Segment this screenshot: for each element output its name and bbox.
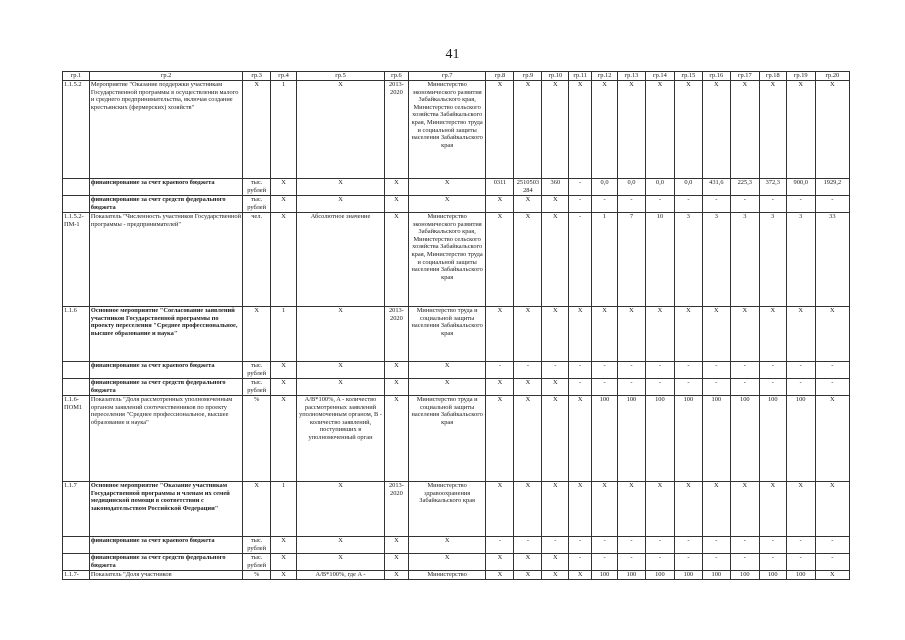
table-cell: 100: [759, 571, 786, 580]
table-cell: 1.1.6: [63, 307, 90, 362]
table-cell: X: [486, 571, 514, 580]
table-cell: финансирование за счет краевого бюджета: [89, 362, 242, 379]
table-cell: 1.1.6-ПОМ1: [63, 396, 90, 482]
table-cell: 3: [674, 213, 702, 307]
table-cell: -: [569, 196, 592, 213]
table-cell: X: [297, 379, 385, 396]
table-cell: 3: [786, 213, 815, 307]
table-cell: [63, 554, 90, 571]
table-row: [63, 482, 850, 537]
table-cell: 100: [702, 396, 730, 482]
table-cell: -: [569, 379, 592, 396]
table-cell: -: [815, 379, 849, 396]
table-cell: -: [569, 537, 592, 554]
table-cell: [63, 362, 90, 379]
table-cell: A/B*100%, где A -: [297, 571, 385, 580]
table-cell: Основное мероприятие "Оказание участникам Государственной программы и членам их семей медицинской помощи в соответствии с законодательством Российской Федерации": [89, 482, 242, 537]
table-cell: X: [514, 196, 542, 213]
table-cell: X: [385, 537, 409, 554]
table-cell: тыс. рублей: [243, 554, 271, 571]
table-cell: чел.: [243, 213, 271, 307]
table-cell: -: [617, 537, 645, 554]
table-cell: 1.1.7: [63, 482, 90, 537]
table-row: [63, 213, 850, 307]
column-header: гр.2: [89, 72, 242, 81]
table-cell: X: [486, 396, 514, 482]
table-cell: X: [385, 362, 409, 379]
table-cell: %: [243, 396, 271, 482]
table-cell: 1.1.5.2: [63, 81, 90, 179]
table-cell: -: [759, 554, 786, 571]
table-cell: -: [730, 554, 759, 571]
table-cell: X: [385, 396, 409, 482]
table-cell: -: [569, 213, 592, 307]
table-cell: Показатель "Доля участников: [89, 571, 242, 580]
table-cell: 0,0: [645, 179, 674, 196]
table-cell: X: [815, 307, 849, 362]
column-header: гр.4: [271, 72, 297, 81]
table-cell: X: [592, 307, 618, 362]
table-cell: 100: [645, 571, 674, 580]
table-cell: -: [786, 537, 815, 554]
table-cell: X: [486, 196, 514, 213]
table-cell: X: [486, 379, 514, 396]
table-header-row: [63, 72, 850, 81]
table-cell: 1: [271, 482, 297, 537]
table-row: [63, 81, 850, 179]
table-cell: X: [514, 396, 542, 482]
table-cell: -: [730, 362, 759, 379]
table-cell: 100: [786, 396, 815, 482]
table-cell: -: [592, 379, 618, 396]
table-cell: X: [271, 179, 297, 196]
table-cell: -: [592, 554, 618, 571]
table-cell: X: [542, 482, 569, 537]
table-row: [63, 307, 850, 362]
table-cell: -: [786, 196, 815, 213]
table-cell: X: [542, 379, 569, 396]
table-cell: X: [815, 571, 849, 580]
table-row: [63, 571, 850, 580]
table-cell: тыс. рублей: [243, 196, 271, 213]
column-header: гр.1: [63, 72, 90, 81]
table-cell: Министерство экономического развития Забайкальского края, Министерство сельского хозяйства Забайкальского края, Министерство труда и социальной защиты населения Забайкальского края: [408, 81, 486, 179]
table-cell: -: [569, 179, 592, 196]
table-cell: Министерство здравоохранения Забайкальского края: [408, 482, 486, 537]
table-cell: X: [408, 179, 486, 196]
table-cell: -: [759, 362, 786, 379]
table-cell: финансирование за счет средств федерального бюджета: [89, 554, 242, 571]
table-cell: X: [569, 396, 592, 482]
table-cell: X: [486, 81, 514, 179]
table-cell: X: [271, 396, 297, 482]
table-row: [63, 196, 850, 213]
table-cell: 10: [645, 213, 674, 307]
table-cell: 2510503 284: [514, 179, 542, 196]
table-cell: X: [730, 307, 759, 362]
table-cell: Показатель "Численность участников Государственной программы - предпринимателей": [89, 213, 242, 307]
table-cell: Основное мероприятие "Согласование заявлений участников Государственной программы по проекту переселения "Среднее профессиональное, высшее образование и наука": [89, 307, 242, 362]
table-cell: [63, 379, 90, 396]
column-header: гр.19: [786, 72, 815, 81]
column-header: гр.3: [243, 72, 271, 81]
table-cell: X: [759, 81, 786, 179]
table-cell: X: [569, 571, 592, 580]
table-cell: X: [271, 554, 297, 571]
table-cell: -: [617, 362, 645, 379]
table-cell: Министерство экономического развития Забайкальского края, Министерство сельского хозяйства Забайкальского края, Министерство труда и социальной защиты населения Забайкальского края: [408, 213, 486, 307]
table-cell: X: [486, 554, 514, 571]
table-cell: тыс. рублей: [243, 537, 271, 554]
table-cell: тыс. рублей: [243, 179, 271, 196]
table-cell: X: [486, 213, 514, 307]
table-cell: 1: [271, 81, 297, 179]
table-cell: -: [514, 362, 542, 379]
table-cell: X: [514, 81, 542, 179]
table-cell: -: [674, 537, 702, 554]
table-cell: 100: [592, 396, 618, 482]
table-cell: тыс. рублей: [243, 362, 271, 379]
table-cell: 100: [674, 396, 702, 482]
table-cell: X: [297, 537, 385, 554]
table-cell: 100: [617, 571, 645, 580]
column-header: гр.14: [645, 72, 674, 81]
table-cell: X: [542, 571, 569, 580]
table-cell: X: [297, 554, 385, 571]
table-cell: X: [542, 213, 569, 307]
table-cell: X: [408, 362, 486, 379]
table-cell: -: [730, 196, 759, 213]
table-cell: X: [617, 81, 645, 179]
table-cell: -: [702, 554, 730, 571]
table-cell: 1929,2: [815, 179, 849, 196]
table-cell: X: [297, 179, 385, 196]
table-cell: финансирование за счет краевого бюджета: [89, 537, 242, 554]
table-cell: X: [730, 81, 759, 179]
column-header: гр.11: [569, 72, 592, 81]
table-cell: 2013-2020: [385, 482, 409, 537]
table-cell: X: [271, 537, 297, 554]
table-cell: X: [243, 482, 271, 537]
table-cell: X: [702, 81, 730, 179]
table-cell: 1: [271, 307, 297, 362]
table-cell: -: [486, 362, 514, 379]
table-cell: X: [645, 307, 674, 362]
table-cell: -: [542, 362, 569, 379]
table-cell: X: [385, 379, 409, 396]
table-cell: -: [730, 379, 759, 396]
table-cell: X: [645, 81, 674, 179]
table-cell: 3: [759, 213, 786, 307]
table-cell: 1.1.7-: [63, 571, 90, 580]
table-cell: X: [385, 213, 409, 307]
page-number: 41: [445, 47, 460, 62]
table-cell: -: [702, 362, 730, 379]
table-row: [63, 537, 850, 554]
column-header: гр.8: [486, 72, 514, 81]
table-cell: 100: [730, 571, 759, 580]
table-cell: -: [702, 379, 730, 396]
table-cell: 431,6: [702, 179, 730, 196]
table-cell: -: [569, 362, 592, 379]
table-cell: 3: [730, 213, 759, 307]
table-cell: Мероприятие "Оказание поддержки участникам Государственной программы в осуществлении малого и среднего предпринимательства, включая создание крестьянских (фермерских) хозяйств": [89, 81, 242, 179]
table-cell: X: [542, 554, 569, 571]
table-cell: финансирование за счет средств федерального бюджета: [89, 196, 242, 213]
table-cell: -: [786, 379, 815, 396]
table-cell: 0,0: [617, 179, 645, 196]
table-cell: -: [730, 537, 759, 554]
table-cell: -: [786, 554, 815, 571]
column-header: гр.17: [730, 72, 759, 81]
table-cell: X: [645, 482, 674, 537]
table-cell: X: [385, 554, 409, 571]
table-cell: X: [243, 81, 271, 179]
table-cell: X: [297, 81, 385, 179]
table-cell: -: [542, 537, 569, 554]
table-cell: 100: [759, 396, 786, 482]
table-cell: -: [759, 379, 786, 396]
table-cell: X: [759, 307, 786, 362]
table-cell: X: [617, 307, 645, 362]
table-cell: 225,3: [730, 179, 759, 196]
table-cell: [63, 179, 90, 196]
column-header: гр.6: [385, 72, 409, 81]
table-cell: X: [514, 379, 542, 396]
table-cell: Министерство: [408, 571, 486, 580]
table-cell: -: [592, 537, 618, 554]
table-cell: X: [569, 482, 592, 537]
table-cell: -: [617, 196, 645, 213]
table-cell: X: [514, 554, 542, 571]
table-cell: X: [592, 482, 618, 537]
table-cell: X: [271, 362, 297, 379]
table-cell: X: [514, 213, 542, 307]
table-cell: -: [645, 362, 674, 379]
table-cell: X: [271, 379, 297, 396]
table-cell: Министерство труда и социальной защиты населения Забайкальского края: [408, 396, 486, 482]
column-header: гр.18: [759, 72, 786, 81]
table-cell: X: [297, 196, 385, 213]
table-cell: X: [385, 571, 409, 580]
table-cell: -: [674, 362, 702, 379]
table-cell: X: [542, 81, 569, 179]
table-cell: X: [297, 482, 385, 537]
table-cell: X: [674, 307, 702, 362]
table-cell: X: [271, 213, 297, 307]
column-header: гр.9: [514, 72, 542, 81]
table-cell: X: [271, 196, 297, 213]
table-cell: X: [815, 482, 849, 537]
table-cell: X: [514, 482, 542, 537]
table-cell: %: [243, 571, 271, 580]
table-cell: 33: [815, 213, 849, 307]
table-cell: A/B*100%, A - количество рассмотренных заявлений уполномоченным органом, B - количество заявлений, поступивших в уполномоченный орган: [297, 396, 385, 482]
table-cell: -: [645, 537, 674, 554]
table-cell: 2013-2020: [385, 81, 409, 179]
column-header: гр.5: [297, 72, 385, 81]
table-cell: [63, 537, 90, 554]
table-cell: -: [702, 537, 730, 554]
table-cell: 0,0: [592, 179, 618, 196]
column-header: гр.10: [542, 72, 569, 81]
table-cell: -: [569, 554, 592, 571]
table-cell: X: [815, 81, 849, 179]
table-cell: -: [645, 379, 674, 396]
table-cell: -: [617, 379, 645, 396]
table-cell: X: [786, 482, 815, 537]
table-cell: финансирование за счет средств федерального бюджета: [89, 379, 242, 396]
table-cell: X: [408, 379, 486, 396]
table-cell: -: [674, 379, 702, 396]
table-cell: 360: [542, 179, 569, 196]
column-header: гр.16: [702, 72, 730, 81]
table-cell: X: [542, 396, 569, 482]
table-cell: 0,0: [674, 179, 702, 196]
table-cell: X: [408, 554, 486, 571]
table-row: [63, 396, 850, 482]
table-cell: Показатель "Доля рассмотренных уполномоченным органом заявлений соотечественников по проекту переселения "Среднее профессиональное, высшее образование и наука": [89, 396, 242, 482]
table-cell: 100: [592, 571, 618, 580]
table-row: [63, 554, 850, 571]
table-cell: X: [408, 196, 486, 213]
table-cell: -: [486, 537, 514, 554]
table-cell: X: [759, 482, 786, 537]
table-cell: X: [297, 307, 385, 362]
table-cell: -: [815, 362, 849, 379]
table-cell: X: [514, 307, 542, 362]
table-cell: X: [730, 482, 759, 537]
table-cell: X: [385, 179, 409, 196]
program-table: [62, 71, 850, 580]
table-cell: X: [271, 571, 297, 580]
column-header: гр.13: [617, 72, 645, 81]
table-cell: 100: [702, 571, 730, 580]
column-header: гр.15: [674, 72, 702, 81]
table-cell: Министерство труда и социальной защиты населения Забайкальского края: [408, 307, 486, 362]
table-cell: -: [514, 537, 542, 554]
table-cell: 100: [674, 571, 702, 580]
table-cell: -: [815, 537, 849, 554]
table-cell: X: [592, 81, 618, 179]
table-cell: 1.1.5.2-ПМ-1: [63, 213, 90, 307]
table-cell: X: [297, 362, 385, 379]
column-header: гр.7: [408, 72, 486, 81]
table-cell: X: [514, 571, 542, 580]
table-cell: -: [645, 554, 674, 571]
table-cell: X: [786, 81, 815, 179]
table-cell: 100: [730, 396, 759, 482]
table-cell: финансирование за счет краевого бюджета: [89, 179, 242, 196]
table-cell: -: [815, 554, 849, 571]
table-cell: X: [569, 81, 592, 179]
table-row: [63, 379, 850, 396]
table-cell: X: [569, 307, 592, 362]
table-cell: X: [385, 196, 409, 213]
table-cell: X: [486, 307, 514, 362]
table-cell: X: [486, 482, 514, 537]
table-cell: 372,3: [759, 179, 786, 196]
table-cell: -: [674, 554, 702, 571]
table-cell: X: [542, 196, 569, 213]
table-cell: -: [592, 362, 618, 379]
table-cell: 1: [592, 213, 618, 307]
table-cell: 7: [617, 213, 645, 307]
table-cell: -: [786, 362, 815, 379]
table-cell: тыс. рублей: [243, 379, 271, 396]
table-cell: -: [592, 196, 618, 213]
column-header: гр.20: [815, 72, 849, 81]
table-cell: 2013-2020: [385, 307, 409, 362]
column-header: гр.12: [592, 72, 618, 81]
table-cell: Абсолютное значение: [297, 213, 385, 307]
table-cell: 3: [702, 213, 730, 307]
table-cell: 100: [645, 396, 674, 482]
table-cell: -: [702, 196, 730, 213]
table-row: [63, 362, 850, 379]
table-cell: X: [617, 482, 645, 537]
table-cell: X: [702, 307, 730, 362]
table-cell: X: [786, 307, 815, 362]
table-cell: -: [617, 554, 645, 571]
table-cell: -: [645, 196, 674, 213]
table-cell: -: [815, 196, 849, 213]
table-cell: 900,0: [786, 179, 815, 196]
table-cell: X: [408, 537, 486, 554]
table-row: [63, 179, 850, 196]
table-cell: -: [674, 196, 702, 213]
table-cell: 100: [617, 396, 645, 482]
table-cell: X: [674, 81, 702, 179]
table-cell: 0311: [486, 179, 514, 196]
table-body: [63, 72, 850, 580]
table-cell: [63, 196, 90, 213]
table-cell: X: [674, 482, 702, 537]
table-cell: 100: [786, 571, 815, 580]
table-cell: -: [759, 537, 786, 554]
table-cell: X: [542, 307, 569, 362]
table-cell: -: [759, 196, 786, 213]
table-cell: X: [243, 307, 271, 362]
table-cell: X: [815, 396, 849, 482]
table-cell: X: [702, 482, 730, 537]
